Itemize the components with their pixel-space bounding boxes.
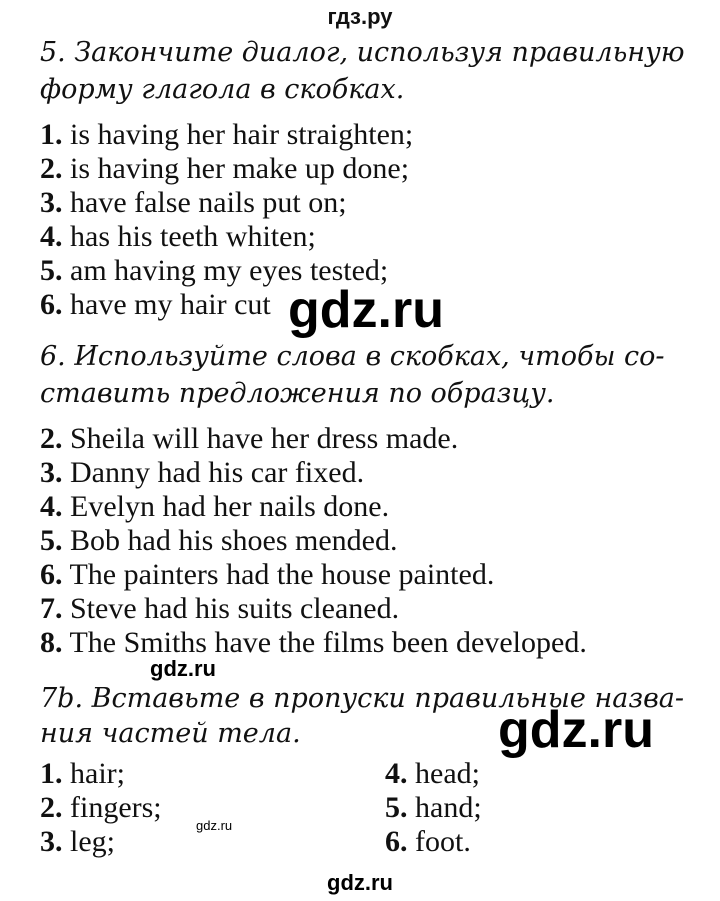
answer-text: Danny had his car fixed. (62, 456, 365, 489)
answer-number: 8. (40, 626, 63, 659)
task7b-title-line2: ния частей тела. (40, 718, 301, 749)
answer-text: head; (407, 757, 480, 790)
answer-number: 4. (385, 757, 408, 790)
answer-number: 6. (40, 558, 63, 591)
answer-text: leg; (62, 825, 115, 858)
watermark: gdz.ru (196, 818, 233, 833)
task5-title-line2: форму глагола в скобках. (40, 74, 405, 105)
answer-text: The painters had the house painted. (62, 558, 495, 591)
answer-text: Sheila will have her dress made. (62, 422, 459, 455)
answer-number: 1. (40, 118, 63, 151)
answer-number: 1. (40, 757, 63, 790)
task6-answer (40, 422, 458, 456)
answer-number: 5. (40, 524, 63, 557)
answer-text: am having my eyes tested; (62, 254, 389, 287)
task5-answer (40, 220, 316, 254)
task5-answer (40, 118, 413, 152)
answer-text: The Smiths have the films been developed. (62, 626, 587, 659)
watermark: gdz.ru (288, 281, 444, 339)
answer-number: 3. (40, 456, 63, 489)
answer-number: 5. (40, 254, 63, 287)
answer-text: is having her hair straighten; (62, 118, 414, 151)
task7b-answer (385, 757, 480, 791)
answer-number: 2. (40, 791, 63, 824)
answer-number: 3. (40, 825, 63, 858)
answer-text: have false nails put on; (62, 186, 347, 219)
task6-title-line2: ставить предложения по образцу. (40, 378, 555, 409)
task6-answer (40, 456, 364, 490)
task5-answer (40, 186, 347, 220)
answer-text: hand; (407, 791, 482, 824)
answer-text: Evelyn had her nails done. (62, 490, 390, 523)
watermark: gdz.ru (498, 701, 654, 759)
answer-number: 3. (40, 186, 63, 219)
task7b-answer (40, 825, 115, 859)
answer-number: 4. (40, 490, 63, 523)
task7b-answer (385, 825, 471, 859)
answer-text: hair; (62, 757, 125, 790)
watermark: gdz.ru (150, 656, 216, 681)
footer-watermark: gdz.ru (327, 870, 393, 895)
answer-number: 6. (385, 825, 408, 858)
answer-number: 5. (385, 791, 408, 824)
answer-text: Steve had his suits cleaned. (62, 592, 400, 625)
answer-number: 2. (40, 152, 63, 185)
task6-answer (40, 592, 399, 626)
answer-number: 2. (40, 422, 63, 455)
answer-text: Bob had his shoes mended. (62, 524, 398, 557)
answer-number: 7. (40, 592, 63, 625)
task7b-answer (385, 791, 482, 825)
site-header: гдз.ру (327, 4, 393, 29)
task6-answer (40, 626, 587, 660)
answer-text: is having her make up done; (62, 152, 410, 185)
task7b-answer (40, 791, 162, 825)
answer-number: 6. (40, 288, 63, 321)
task5-answer (40, 288, 271, 322)
task7b-title-line1: 7b. Вставьте в пропуски правильные назва- (40, 683, 685, 714)
answer-text: has his teeth whiten; (62, 220, 316, 253)
task6-answer (40, 558, 494, 592)
task7b-answer (40, 757, 125, 791)
task6-answer (40, 524, 397, 558)
task6-answer (40, 490, 389, 524)
answer-number: 4. (40, 220, 63, 253)
task5-title-line1: 5. Закончите диалог, используя правильную (40, 37, 685, 68)
answer-text: have my hair cut (62, 288, 271, 321)
task6-title-line1: 6. Используйте слова в скобках, чтобы со- (40, 341, 665, 372)
answer-text: fingers; (62, 791, 162, 824)
answer-text: foot. (407, 825, 471, 858)
task5-answer (40, 152, 409, 186)
